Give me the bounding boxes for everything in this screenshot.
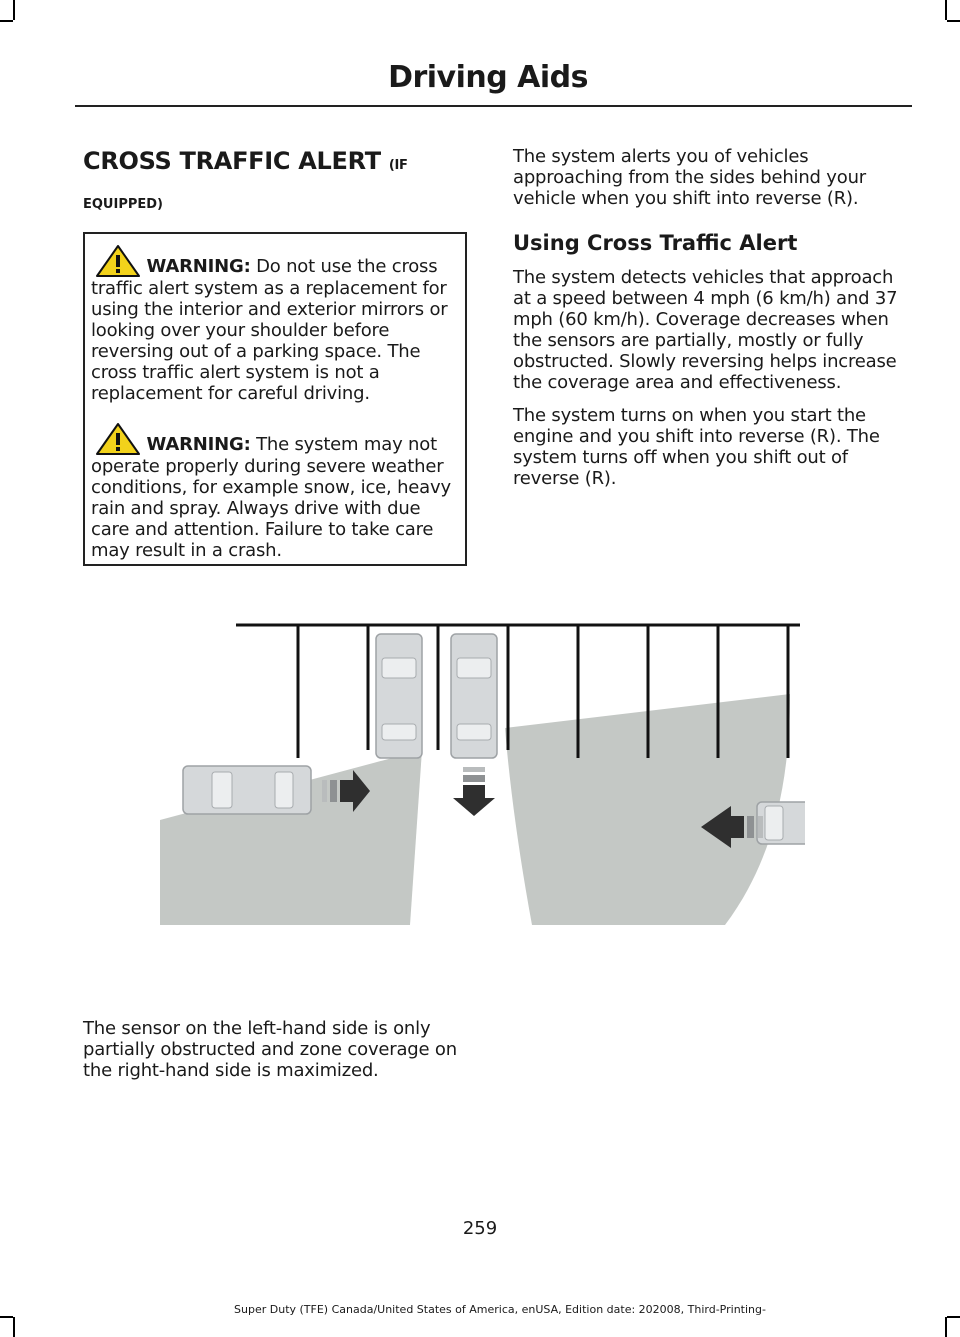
left-column (83, 146, 473, 212)
warning-text: The system may not operate properly during severe weather conditions, for example snow, ice, heavy rain and spray. Always drive with due care and attention. Failure to take care may result in a crash. (91, 434, 451, 561)
section-title-suffix-2: EQUIPPED) (83, 197, 163, 212)
reversing-car (451, 634, 497, 758)
intro-paragraph: The system alerts you of vehicles approaching from the sides behind your vehicle when you shift into reverse (R). (513, 146, 866, 209)
parked-car (376, 634, 422, 758)
section-title-suffix: (IF (388, 158, 408, 173)
crop-mark (947, 1316, 960, 1318)
warning-1 (91, 244, 459, 404)
crop-mark (945, 0, 947, 20)
page-number: 259 (462, 1218, 498, 1239)
warning-label: WARNING: (146, 256, 251, 277)
paragraph-activation: The system turns on when you start the engine and you shift into reverse (R). The system turns off when you shift out of reverse (R). (513, 405, 880, 489)
section-title-text: CROSS TRAFFIC ALERT (83, 147, 381, 175)
right-column (513, 146, 913, 501)
cross-traffic-diagram (160, 620, 805, 935)
crop-mark (0, 1316, 13, 1318)
crop-mark (13, 1317, 15, 1337)
approaching-car-left (183, 766, 311, 814)
subheading: Using Cross Traffic Alert (513, 231, 798, 255)
header-divider (75, 105, 912, 107)
warning-2 (91, 422, 459, 561)
crop-mark (13, 0, 15, 20)
figure-caption: The sensor on the left-hand side is only partially obstructed and zone coverage on the right-hand side is maximized. (83, 1018, 457, 1081)
crop-mark (0, 20, 13, 22)
page-header-title: Driving Aids (388, 60, 588, 95)
section-title (83, 146, 473, 181)
crop-mark (945, 1317, 947, 1337)
warning-text: Do not use the cross traffic alert system as a replacement for using the interior and exterior mirrors or looking over your shoulder before reversing out of a parking space. The cross traffic alert system is not a replacement for careful driving. (91, 256, 448, 404)
footer-edition-info: Super Duty (TFE) Canada/United States of America, enUSA, Edition date: 202008, Third-Printing- (234, 1303, 766, 1316)
arrow-down-icon (453, 767, 495, 816)
crop-mark (947, 20, 960, 22)
paragraph-detection: The system detects vehicles that approach at a speed between 4 mph (6 km/h) and 37 mph (60 km/h). Coverage decreases when the sensors are partially, mostly or fully obstructed. Slowly reversing helps increase the coverage area and effectiveness. (513, 267, 898, 393)
warning-triangle-icon (95, 422, 141, 456)
warning-box (83, 232, 467, 566)
warning-triangle-icon (95, 244, 141, 278)
warning-label: WARNING: (146, 434, 251, 455)
approaching-car-right (757, 802, 805, 844)
